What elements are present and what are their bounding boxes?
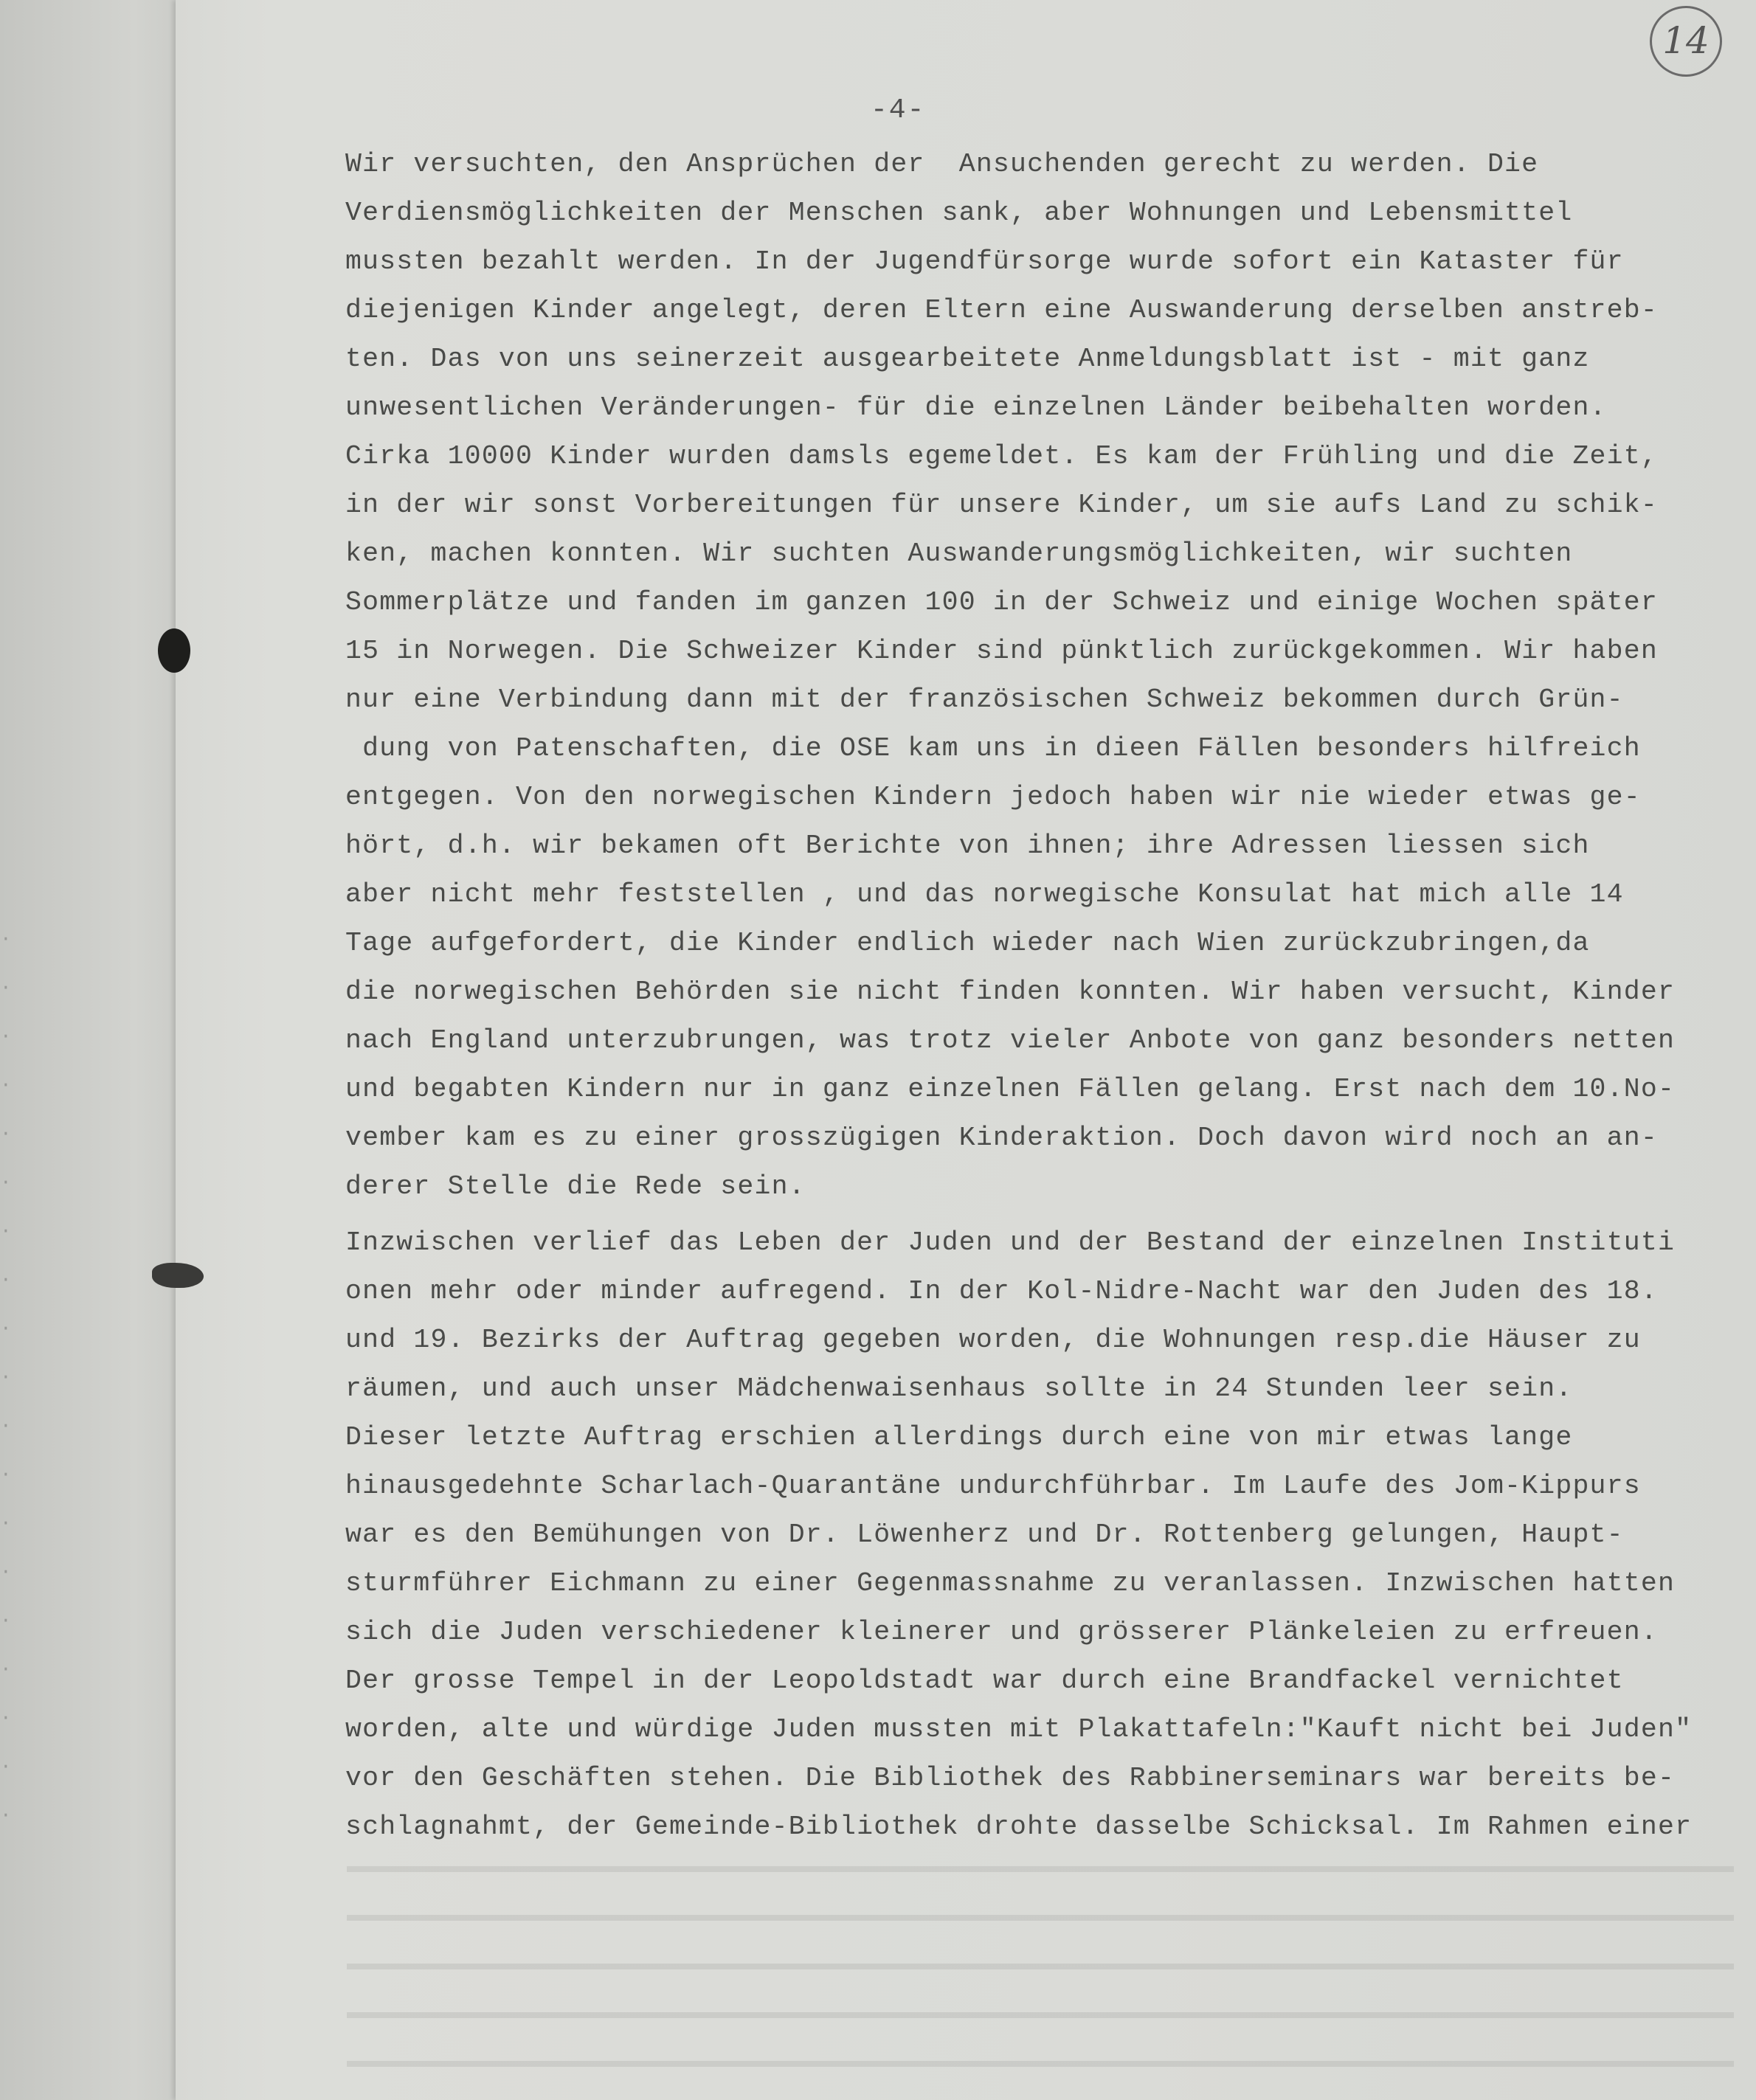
- underlying-sheet: [0, 0, 192, 2100]
- text-line: ken, machen konnten. Wir suchten Auswanderungsmöglichkeiten, wir suchten: [345, 538, 1573, 569]
- page-number: -4-: [871, 94, 926, 126]
- text-line: nach England unterzubrungen, was trotz vieler Anbote von ganz besonders netten: [345, 1025, 1676, 1056]
- text-line: war es den Bemühungen von Dr. Löwenherz und Dr. Rottenberg gelungen, Haupt-: [345, 1519, 1624, 1550]
- paragraph-1: [345, 140, 1747, 1211]
- text-line: diejenigen Kinder angelegt, deren Eltern eine Auswanderung derselben anstreb-: [345, 295, 1658, 325]
- text-line: und begabten Kindern nur in ganz einzelnen Fällen gelang. Erst nach dem 10.No-: [345, 1074, 1676, 1104]
- text-line: nur eine Verbindung dann mit der französischen Schweiz bekommen durch Grün-: [345, 685, 1624, 715]
- paragraph-2: [345, 1219, 1747, 1851]
- text-line: Inzwischen verlief das Leben der Juden und der Bestand der einzelnen Instituti: [345, 1227, 1676, 1258]
- text-line: 15 in Norwegen. Die Schweizer Kinder sind pünktlich zurückgekommen. Wir haben: [345, 636, 1658, 666]
- text-line: ten. Das von uns seinerzeit ausgearbeitete Anmeldungsblatt ist - mit ganz: [345, 344, 1590, 374]
- bleed-through-text: [347, 1844, 1734, 2080]
- text-line: dung von Patenschaften, die OSE kam uns in dieen Fällen besonders hilfreich: [345, 733, 1641, 763]
- text-line: aber nicht mehr feststellen , und das norwegische Konsulat hat mich alle 14: [345, 879, 1624, 909]
- text-line: entgegen. Von den norwegischen Kindern jedoch haben wir nie wieder etwas ge-: [345, 782, 1641, 812]
- punch-hole-bottom: [152, 1263, 204, 1288]
- text-line: Cirka 10000 Kinder wurden damsls egemeldet. Es kam der Frühling und die Zeit,: [345, 441, 1658, 471]
- text-line: und 19. Bezirks der Auftrag gegeben worden, die Wohnungen resp.die Häuser zu: [345, 1325, 1641, 1355]
- text-line: sich die Juden verschiedener kleinerer und grösserer Plänkeleien zu erfreuen.: [345, 1617, 1658, 1647]
- underlying-sheet-edge-marks: · · · · · · · · · · · · · · · · · · ·: [0, 928, 12, 1826]
- text-line: Sommerplätze und fanden im ganzen 100 in der Schweiz und einige Wochen später: [345, 587, 1658, 617]
- text-line: onen mehr oder minder aufregend. In der Kol-Nidre-Nacht war den Juden des 18.: [345, 1276, 1658, 1306]
- text-line: Dieser letzte Auftrag erschien allerdings durch eine von mir etwas lange: [345, 1422, 1573, 1452]
- text-line: Verdiensmöglichkeiten der Menschen sank, aber Wohnungen und Lebensmittel: [345, 198, 1573, 228]
- text-line: Wir versuchten, den Ansprüchen der Ansuchenden gerecht zu werden. Die: [345, 149, 1539, 179]
- text-line: Tage aufgefordert, die Kinder endlich wieder nach Wien zurückzubringen,da: [345, 928, 1590, 958]
- text-line: vember kam es zu einer grosszügigen Kinderaktion. Doch davon wird noch an an-: [345, 1123, 1658, 1153]
- text-line: hinausgedehnte Scharlach-Quarantäne undurchführbar. Im Laufe des Jom-Kippurs: [345, 1471, 1641, 1501]
- text-line: derer Stelle die Rede sein.: [345, 1171, 806, 1202]
- text-line: unwesentlichen Veränderungen- für die einzelnen Länder beibehalten worden.: [345, 392, 1607, 423]
- text-line: hört, d.h. wir bekamen oft Berichte von ihnen; ihre Adressen liessen sich: [345, 831, 1590, 861]
- text-line: Der grosse Tempel in der Leopoldstadt war durch eine Brandfackel vernichtet: [345, 1666, 1624, 1696]
- text-line: worden, alte und würdige Juden mussten mit Plakattafeln:"Kauft nicht bei Juden": [345, 1714, 1693, 1744]
- text-line: räumen, und auch unser Mädchenwaisenhaus sollte in 24 Stunden leer sein.: [345, 1373, 1573, 1404]
- text-line: in der wir sonst Vorbereitungen für unsere Kinder, um sie aufs Land zu schik-: [345, 490, 1658, 520]
- text-line: mussten bezahlt werden. In der Jugendfürsorge wurde sofort ein Kataster für: [345, 246, 1624, 277]
- text-line: die norwegischen Behörden sie nicht finden konnten. Wir haben versucht, Kinder: [345, 977, 1676, 1007]
- text-line: schlagnahmt, der Gemeinde-Bibliothek drohte dasselbe Schicksal. Im Rahmen einer: [345, 1812, 1693, 1842]
- punch-hole-top: [158, 628, 190, 673]
- text-line: vor den Geschäften stehen. Die Bibliothek des Rabbinerseminars war bereits be-: [345, 1763, 1676, 1793]
- text-line: sturmführer Eichmann zu einer Gegenmassnahme zu veranlassen. Inzwischen hatten: [345, 1568, 1676, 1598]
- folio-number: 14: [1650, 6, 1722, 77]
